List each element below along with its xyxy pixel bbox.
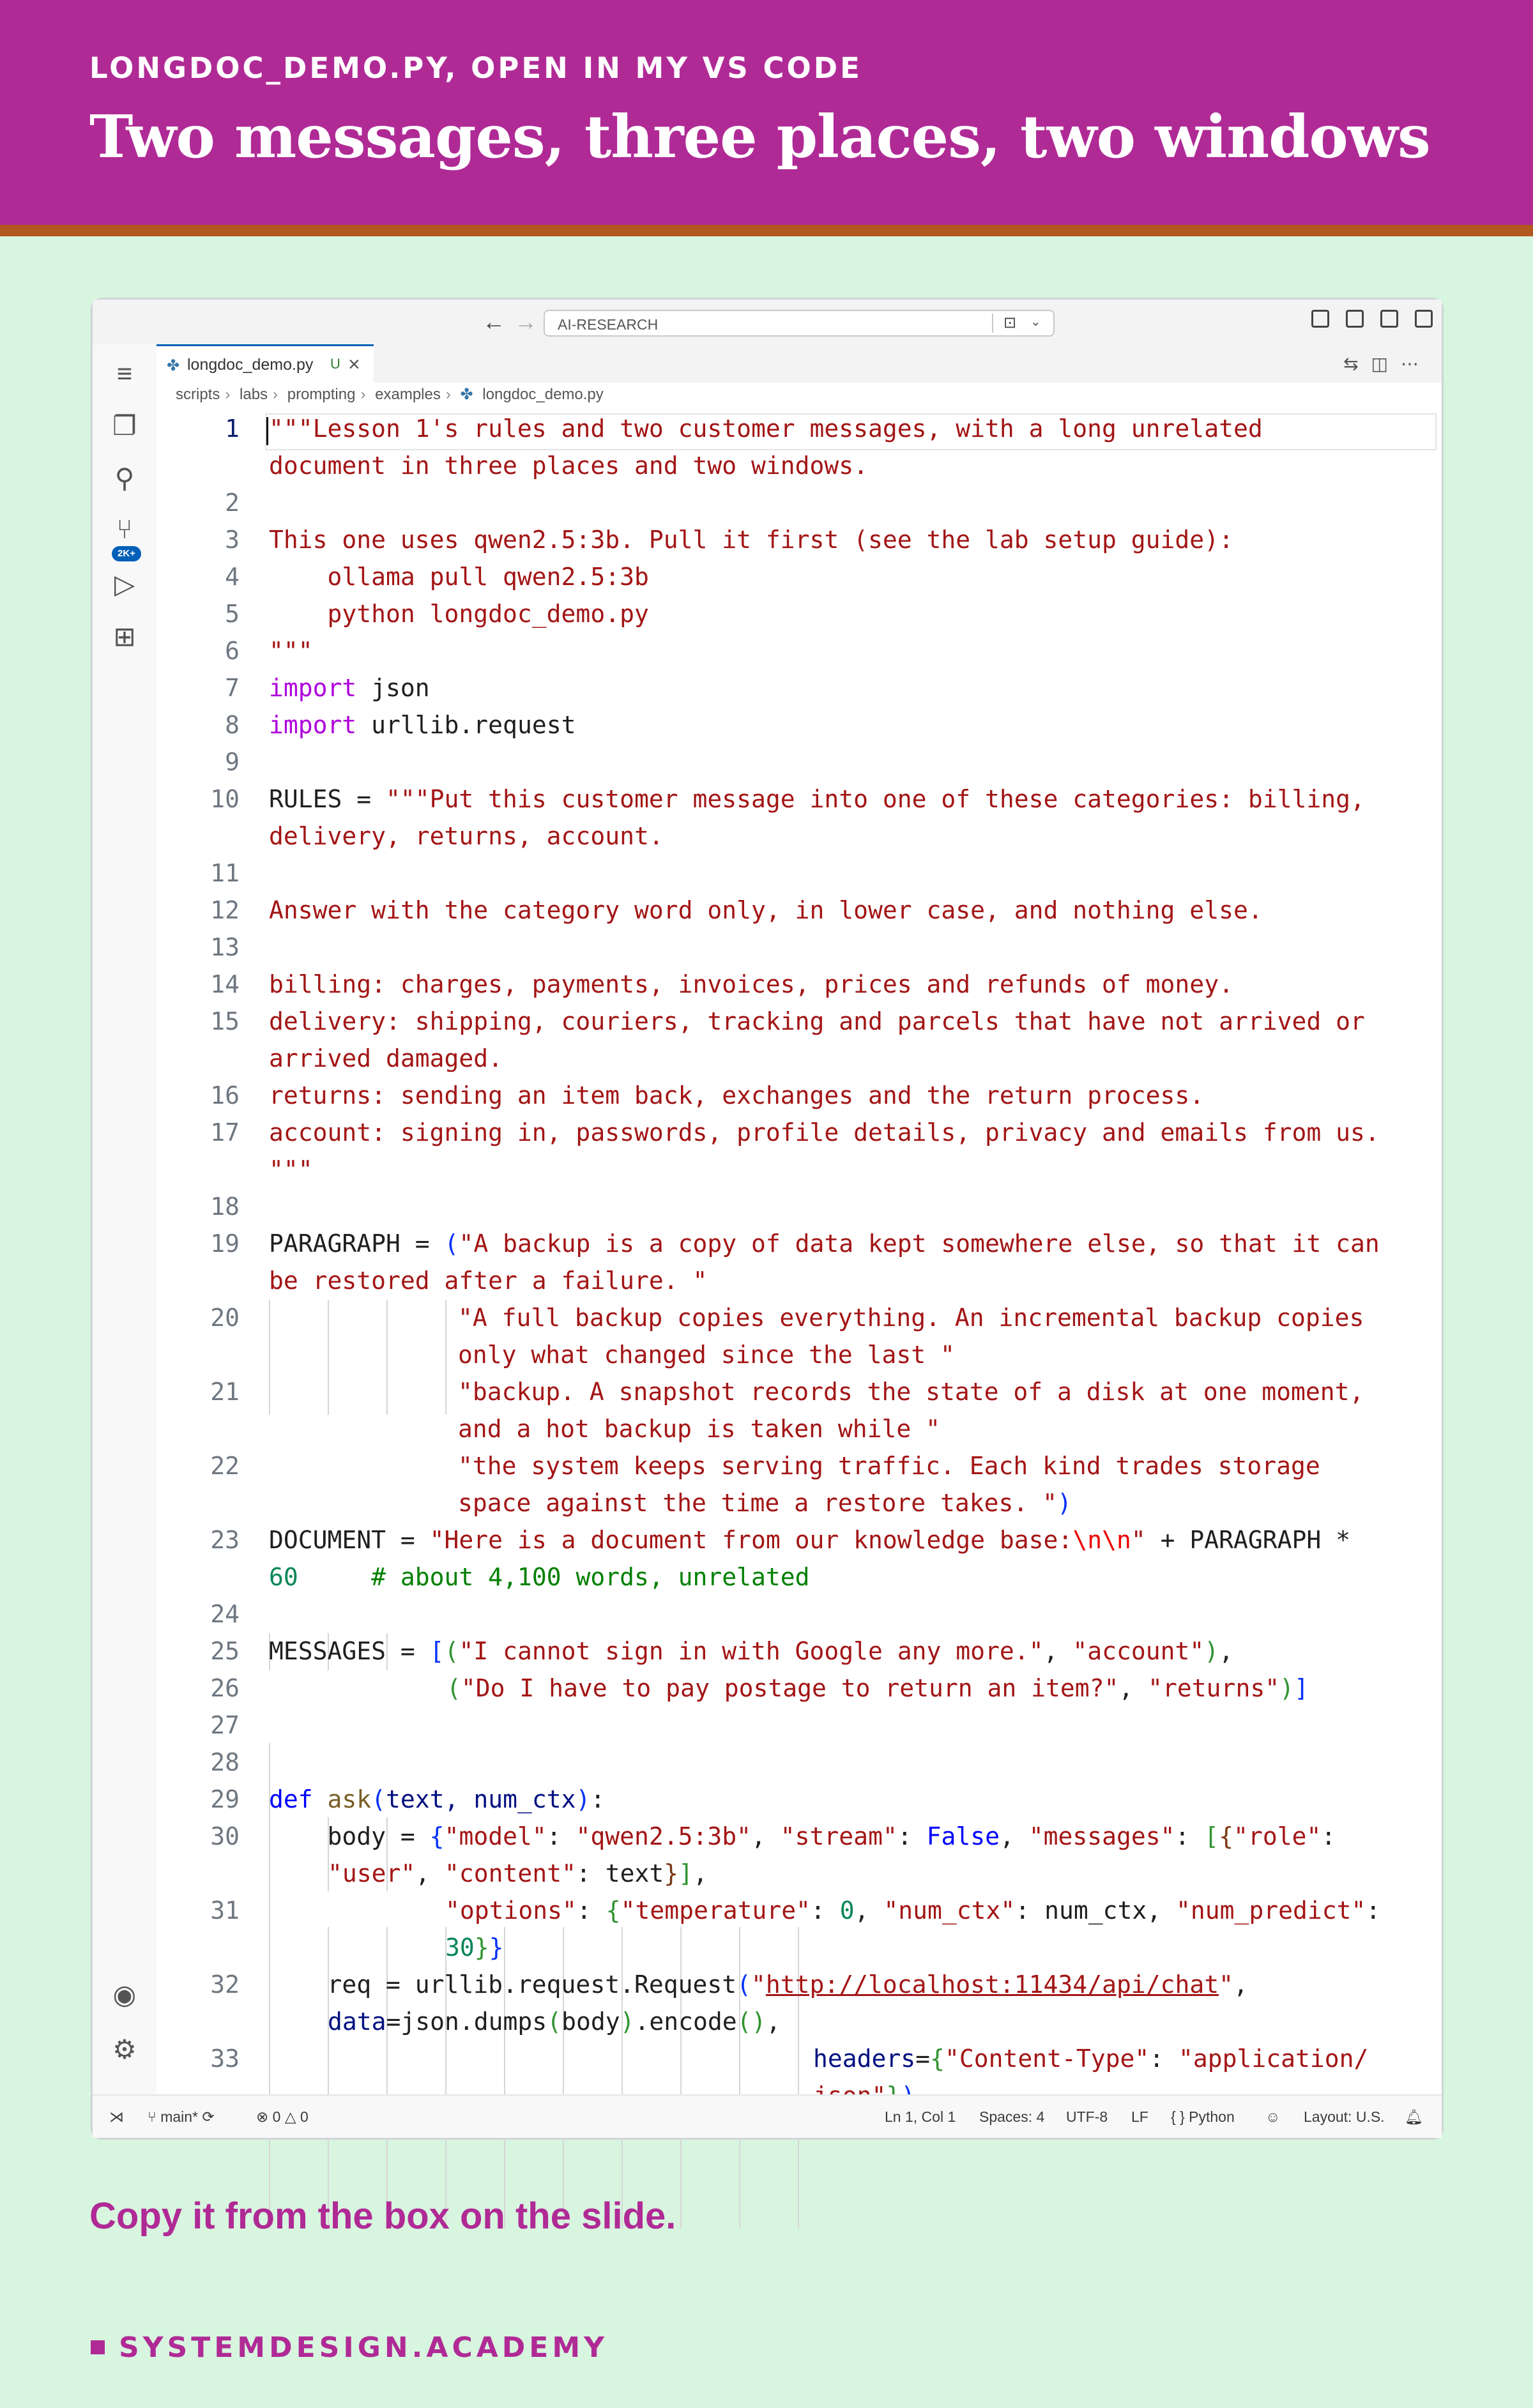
line-number: 27 [210, 1711, 240, 1739]
line-number: 9 [225, 748, 240, 776]
string: "A backup is a copy of data kept somewhere else, so that it can [459, 1230, 1380, 1258]
customize-layout-icon[interactable] [1311, 310, 1329, 328]
code-text [269, 674, 430, 702]
source-control-badge: 2K+ [112, 546, 141, 561]
problems-indicator[interactable] [256, 2108, 309, 2126]
string: " [751, 1970, 766, 1999]
hero-divider [0, 225, 1533, 236]
line-number: 28 [210, 1748, 240, 1776]
punctuation: = [915, 2045, 931, 2073]
variable: RULES = [269, 785, 386, 813]
search-icon[interactable]: ⚲ [114, 463, 135, 493]
branch-name: main* [160, 2108, 199, 2125]
caption: Copy it from the box on the slide. [89, 2195, 676, 2237]
variable: req = urllib.request.Request [269, 1970, 737, 1999]
string: "Here is a document from our knowledge base: [429, 1526, 1073, 1554]
bracket: ) [1279, 1674, 1294, 1702]
bracket: ) [576, 1785, 591, 1813]
line-number: 26 [210, 1674, 240, 1702]
string: "qwen2.5:3b" [576, 1822, 752, 1850]
parameters: text, num_ctx [386, 1785, 576, 1813]
title-bar [93, 300, 1442, 344]
string: "account" [1072, 1637, 1205, 1665]
code-text: returns: sending an item back, exchanges and the return process. [269, 1081, 1205, 1109]
untracked-flag: U [330, 356, 340, 372]
string: " [1219, 1970, 1233, 1999]
line-number: 10 [210, 785, 240, 813]
code-text: body = {"model": "qwen2.5:3b", "stream": False, "messages": [{"role": [269, 1822, 1336, 1850]
code-text: req = urllib.request.Request("http://localhost:11434/api/chat", [269, 1970, 1248, 1999]
copilot-chat-icon[interactable]: ⊡ [1003, 314, 1017, 331]
warning-icon: △ [284, 2108, 300, 2125]
keyword: False [926, 1822, 1000, 1850]
variable: MESSAGES = [269, 1637, 430, 1665]
line-number: 20 [210, 1304, 240, 1332]
code-text [269, 1526, 1350, 1554]
line-number: 33 [210, 2045, 240, 2073]
brand-name: SYSTEMDESIGN.ACADEMY [119, 2331, 609, 2364]
keyboard-layout[interactable]: Layout: U.S. [1304, 2108, 1385, 2125]
code-text: and a hot backup is taken while " [458, 1415, 940, 1443]
indent-guide [386, 1300, 388, 1415]
code-text: Answer with the category word only, in lower case, and nothing else. [269, 896, 1263, 924]
code-text: "backup. A snapshot records the state of a disk at one moment, [458, 1378, 1364, 1406]
string: "I cannot sign in with Google any more." [459, 1637, 1044, 1665]
line-number: 3 [225, 526, 240, 554]
line-number: 18 [210, 1193, 240, 1221]
string: "num_predict" [1176, 1896, 1366, 1924]
code-text: This one uses qwen2.5:3b. Pull it first (see the lab setup guide): [269, 526, 1233, 554]
bracket: [ [429, 1637, 445, 1665]
string: "content" [445, 1859, 576, 1887]
code-text [269, 711, 576, 739]
line-number: 15 [210, 1007, 240, 1035]
string: "options" [445, 1896, 577, 1924]
vscode-window [91, 298, 1444, 2140]
parameter: headers [813, 2045, 916, 2073]
code-text: "A full backup copies everything. An incremental backup copies [458, 1304, 1364, 1332]
punctuation: , [1118, 1674, 1148, 1702]
variable: body [561, 2008, 620, 2036]
code-text: delivery: shipping, couriers, tracking and parcels that have not arrived or [269, 1007, 1365, 1035]
punctuation: , [1043, 1637, 1073, 1665]
line-number: 22 [210, 1452, 240, 1480]
url-link[interactable]: http://localhost:11434/api/chat [765, 1970, 1219, 1999]
code-text [446, 1674, 1309, 1702]
toggle-secondary-sidebar-icon[interactable] [1415, 310, 1433, 328]
error-count: 0 [272, 2108, 281, 2125]
variable: num_ctx [1044, 1896, 1147, 1924]
compare-changes-icon[interactable]: ⇆ [1343, 354, 1371, 374]
line-number: 14 [210, 970, 240, 998]
python-file-icon: ✤ [460, 386, 478, 403]
line-number: 12 [210, 896, 240, 924]
number: 30 [445, 1933, 475, 1962]
run-debug-icon[interactable]: ▷ [114, 569, 135, 599]
string: "model" [444, 1822, 547, 1850]
extensions-icon[interactable]: ⊞ [113, 621, 136, 652]
number: 60 [269, 1563, 298, 1591]
chevron-down-icon[interactable]: ⌄ [1030, 315, 1041, 329]
bracket: ( [371, 1785, 386, 1813]
branch-icon: ⑂ [148, 2108, 161, 2125]
code-text [458, 1489, 1072, 1517]
branch-indicator[interactable] [148, 2108, 215, 2126]
string: "Content-Type" [944, 2045, 1150, 2073]
remote-icon[interactable]: ⋊ [109, 2108, 124, 2125]
keyword: import [269, 674, 357, 702]
string: "user" [328, 1859, 416, 1887]
breadcrumb-item[interactable]: scripts [176, 386, 220, 403]
language-mode[interactable]: { } Python [1171, 2108, 1235, 2125]
line-number: 2 [225, 489, 240, 517]
variable: text [605, 1859, 664, 1887]
code-text: """ [269, 637, 313, 665]
line-number: 11 [210, 859, 240, 887]
line-number: 16 [210, 1081, 240, 1109]
code-text: ollama pull qwen2.5:3b [269, 563, 649, 591]
module-name: json [356, 674, 430, 702]
expression: =json.dumps [386, 2008, 547, 2036]
hero-banner [0, 0, 1533, 225]
gear-icon[interactable]: ⚙ [112, 2034, 137, 2064]
tab-longdoc-demo[interactable] [156, 344, 374, 383]
editor-actions[interactable] [1343, 353, 1431, 374]
code-text: delivery, returns, account. [269, 822, 664, 850]
toggle-panel-icon[interactable] [1380, 310, 1398, 328]
parameter: data [328, 2008, 386, 2036]
escape-sequence: \n\n [1072, 1526, 1131, 1554]
line-number: 30 [210, 1822, 240, 1850]
bracket: ( [444, 1230, 459, 1258]
kicker-text: LONGDOC_DEMO.PY, OPEN IN MY VS CODE [89, 51, 862, 85]
method: .encode [634, 2008, 737, 2036]
line-ending[interactable]: LF [1131, 2108, 1148, 2125]
variable: PARAGRAPH = [269, 1230, 445, 1258]
code-text: "user", "content": text}], [328, 1859, 708, 1887]
text-cursor [266, 417, 268, 445]
expression: + PARAGRAPH * [1145, 1526, 1351, 1554]
tab-label: longdoc_demo.py [187, 356, 314, 374]
indent-guide [269, 1300, 270, 1415]
bracket: ) [1057, 1489, 1072, 1517]
line-number: 17 [210, 1118, 240, 1147]
breadcrumb-item[interactable]: longdoc_demo.py [482, 386, 604, 403]
line-number: 29 [210, 1785, 240, 1813]
code-text: document in three places and two windows. [269, 452, 868, 480]
string: "application/ [1178, 2045, 1369, 2073]
indent-guide [328, 1300, 329, 1415]
variable: body = [269, 1822, 430, 1850]
module-name: urllib.request [356, 711, 576, 739]
line-number: 7 [225, 674, 240, 702]
string: "temperature" [620, 1896, 811, 1924]
command-center[interactable] [544, 310, 1055, 337]
comment: # about 4,100 words, unrelated [298, 1563, 810, 1591]
code-text: """Lesson 1's rules and two customer messages, with a long unrelated [269, 415, 1263, 443]
source-control-icon[interactable]: ⑂ [116, 514, 133, 544]
sync-icon: ⟳ [202, 2108, 215, 2125]
code-text: account: signing in, passwords, profile details, privacy and emails from us. [269, 1118, 1380, 1147]
copilot-icon[interactable]: ☺ [1265, 2108, 1281, 2125]
headline: Two messages, three places, two windows [89, 102, 1430, 171]
line-number: 31 [210, 1896, 240, 1924]
line-number: 5 [225, 600, 240, 628]
number: 0 [839, 1896, 855, 1924]
explorer-icon[interactable]: ❐ [112, 411, 137, 441]
forward-arrow-icon[interactable]: → [514, 309, 537, 335]
punctuation: : [590, 1785, 606, 1813]
breadcrumb-item[interactable]: examples [375, 386, 441, 403]
more-actions-icon[interactable]: ⋯ [1401, 354, 1431, 374]
code-text: data=json.dumps(body).encode(), [328, 2008, 781, 2036]
string: "Do I have to pay postage to return an item?" [461, 1674, 1119, 1702]
back-arrow-icon[interactable]: ← [482, 309, 505, 335]
code-text [269, 1637, 1233, 1665]
code-text: """ [269, 1155, 313, 1184]
variable: DOCUMENT = [269, 1526, 430, 1554]
activity-bar [93, 344, 156, 2098]
code-text: "options": {"temperature": 0, "num_ctx": num_ctx, "num_predict": [445, 1896, 1381, 1924]
python-file-icon: ✤ [167, 357, 180, 374]
split-editor-icon[interactable]: ◫ [1371, 354, 1401, 374]
line-number: 32 [210, 1970, 240, 1999]
code-text: "the system keeps serving traffic. Each kind trades storage [458, 1452, 1320, 1480]
line-number: 6 [225, 637, 240, 665]
keyword: def [269, 1785, 313, 1813]
breadcrumb-item[interactable]: prompting [287, 386, 356, 403]
bracket: () [736, 2008, 766, 2036]
line-number: 23 [210, 1526, 240, 1554]
code-text [269, 785, 1365, 813]
code-text: billing: charges, payments, invoices, prices and refunds of money. [269, 970, 1233, 998]
line-number: 25 [210, 1637, 240, 1665]
line-number: 24 [210, 1600, 240, 1628]
cursor-position[interactable]: Ln 1, Col 1 [885, 2108, 956, 2125]
string: "num_ctx" [883, 1896, 1016, 1924]
line-number: 21 [210, 1378, 240, 1406]
bracket: ] [1293, 1674, 1309, 1702]
breadcrumb: scripts › labs › prompting › examples › ✤ longdoc_demo.py [176, 386, 604, 403]
command-center-divider [992, 314, 993, 333]
code-text: 30}} [445, 1933, 504, 1962]
workspace-name: AI-RESEARCH [558, 316, 659, 333]
code-text: python longdoc_demo.py [269, 600, 649, 628]
bracket: ( [446, 1674, 461, 1702]
error-icon: ⊗ [256, 2108, 273, 2125]
code-text [269, 1785, 605, 1813]
breadcrumb-item[interactable]: labs [240, 386, 268, 403]
string: "returns" [1148, 1674, 1280, 1702]
line-number: 4 [225, 563, 240, 591]
line-number: 8 [225, 711, 240, 739]
bracket: ( [444, 1637, 459, 1665]
bell-icon[interactable]: 🔔︎ [1405, 2108, 1424, 2125]
function-name: ask [312, 1785, 372, 1813]
string: "role" [1233, 1822, 1322, 1850]
code-text: headers={"Content-Type": "application/ [813, 2045, 1369, 2073]
brand-square [91, 2340, 105, 2354]
line-number: 1 [225, 415, 240, 443]
string: """Put this customer message into one of these categories: billing, [386, 785, 1365, 813]
punctuation: , [1219, 1637, 1234, 1665]
indent-guide [445, 1300, 446, 1415]
menu-icon[interactable]: ≡ [116, 358, 133, 388]
code-text: be restored after a failure. " [269, 1267, 708, 1295]
code-text: only what changed since the last " [458, 1341, 955, 1369]
line-number: 13 [210, 933, 240, 961]
close-icon[interactable]: × [348, 353, 360, 376]
status-bar [93, 2094, 1442, 2138]
string: " [1131, 1526, 1146, 1554]
string: "stream" [780, 1822, 897, 1850]
string: "messages" [1028, 1822, 1175, 1850]
toggle-primary-sidebar-icon[interactable] [1346, 310, 1364, 328]
code-text [269, 1563, 810, 1591]
keyword: import [269, 711, 357, 739]
string: space against the time a restore takes. " [458, 1489, 1057, 1517]
bracket: ) [1204, 1637, 1219, 1665]
warning-count: 0 [300, 2108, 309, 2125]
code-editor[interactable] [156, 413, 1442, 2094]
accounts-icon[interactable]: ◉ [112, 1979, 137, 2009]
code-text [269, 1230, 1380, 1258]
line-number: 19 [210, 1230, 240, 1258]
encoding[interactable]: UTF-8 [1066, 2108, 1108, 2125]
code-text: arrived damaged. [269, 1044, 503, 1072]
tab-bar [156, 344, 1442, 383]
indentation[interactable]: Spaces: 4 [979, 2108, 1045, 2125]
